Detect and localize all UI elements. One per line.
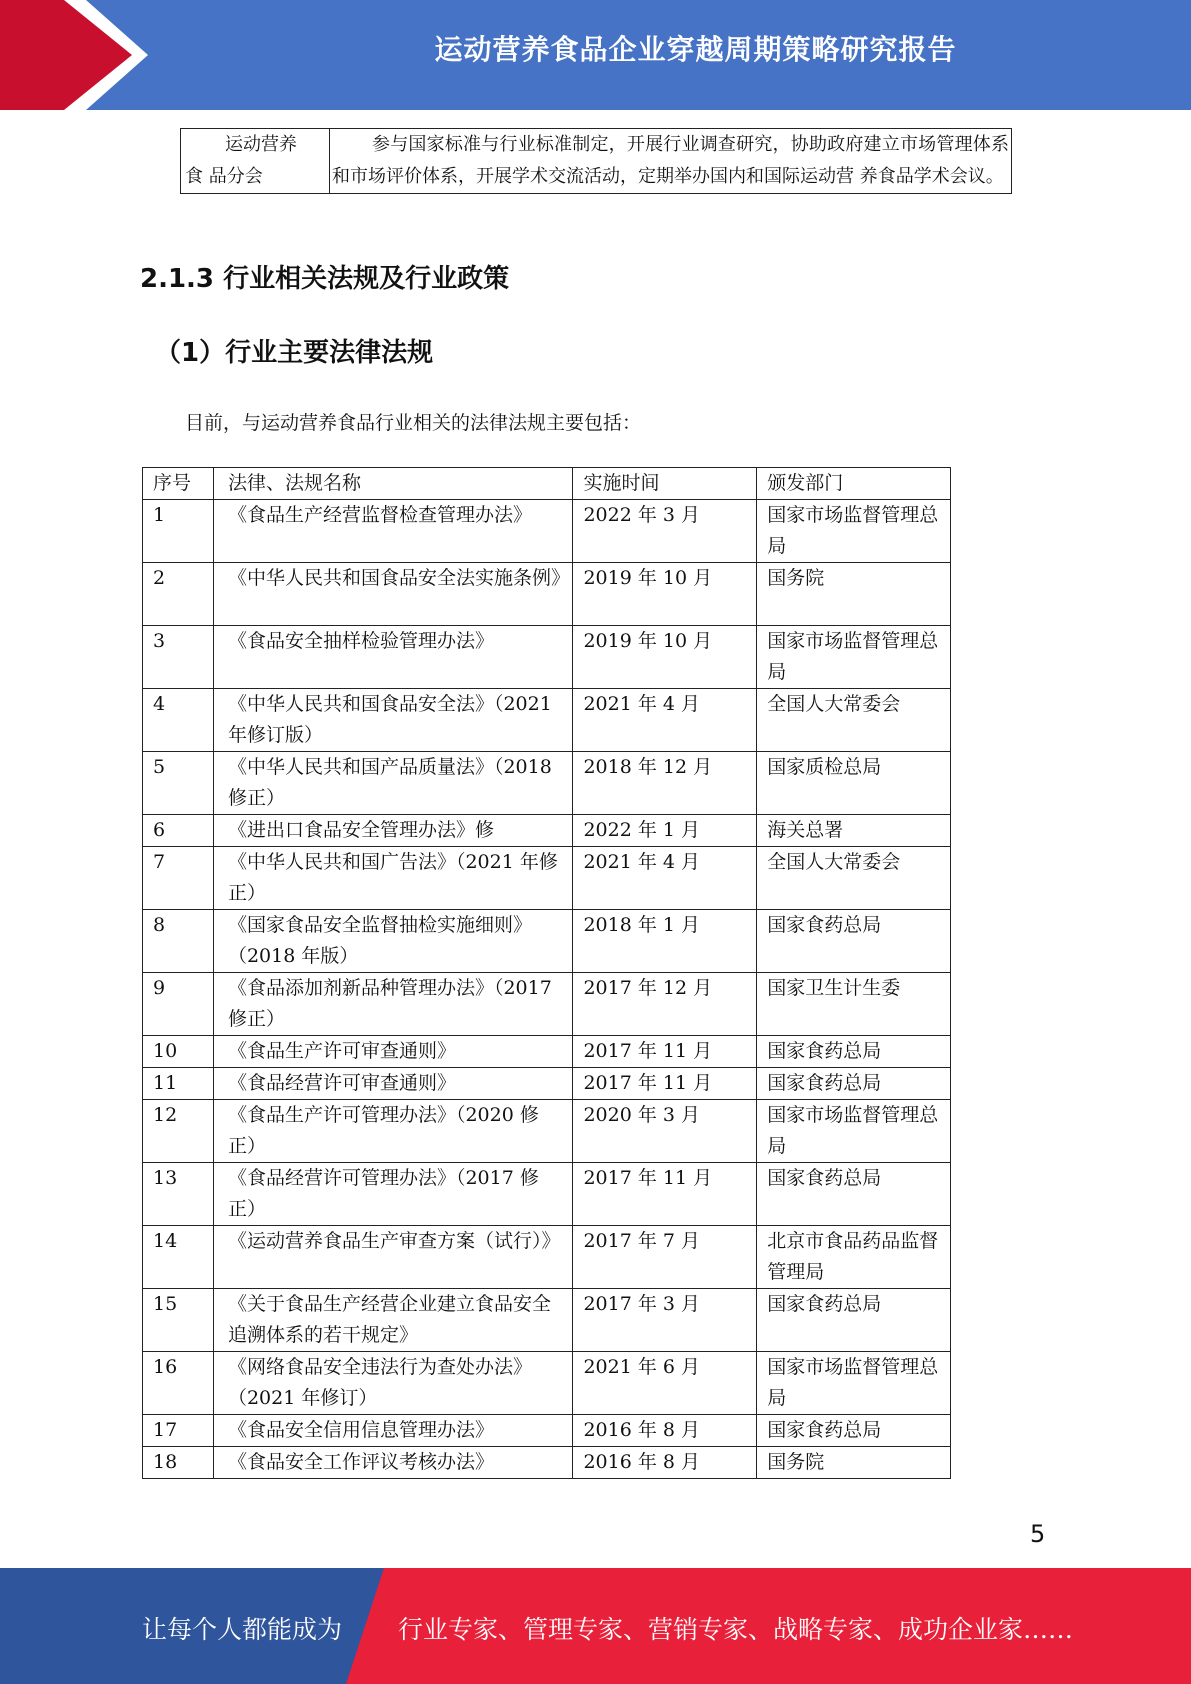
table-row (143, 1036, 951, 1068)
row-no: 5 (143, 752, 214, 815)
row-dept: 国家食药总局 (757, 1068, 951, 1100)
row-dept: 国家食药总局 (757, 1036, 951, 1068)
row-no: 16 (143, 1352, 214, 1415)
table-row (143, 752, 951, 815)
row-dept: 国家食药总局 (757, 910, 951, 973)
row-no: 1 (143, 500, 214, 563)
intro-paragraph: 目前，与运动营养食品行业相关的法律法规主要包括： (185, 412, 642, 434)
row-date: 2016 年 8 月 (573, 1415, 757, 1447)
row-date: 2016 年 8 月 (573, 1447, 757, 1479)
table-row (143, 1415, 951, 1447)
table-row (143, 689, 951, 752)
table-row (143, 1226, 951, 1289)
row-name: 《中华人民共和国食品安全法》（2021 年修订版） (213, 689, 573, 752)
table-row (143, 500, 951, 563)
header-date: 实施时间 (573, 468, 757, 500)
row-date: 2017 年 12 月 (573, 973, 757, 1036)
row-name: 《网络食品安全违法行为查处办法》 （2021 年修订） (213, 1352, 573, 1415)
row-date: 2017 年 7 月 (573, 1226, 757, 1289)
association-name-line2: 食 品分会 (185, 166, 263, 187)
row-date: 2017 年 11 月 (573, 1163, 757, 1226)
table-row (143, 910, 951, 973)
laws-table-header (143, 468, 951, 500)
row-no: 13 (143, 1163, 214, 1226)
row-no: 15 (143, 1289, 214, 1352)
row-date: 2022 年 1 月 (573, 815, 757, 847)
row-name: 《进出口食品安全管理办法》修 (213, 815, 573, 847)
row-date: 2018 年 12 月 (573, 752, 757, 815)
row-no: 11 (143, 1068, 214, 1100)
row-name: 《关于食品生产经营企业建立食品安全追溯体系的若干规定》 (213, 1289, 573, 1352)
row-name: 《国家食品安全监督抽检实施细则》 （2018 年版） (213, 910, 573, 973)
table-row (143, 626, 951, 689)
row-dept: 海关总署 (757, 815, 951, 847)
footer-slogan-right: 行业专家、管理专家、营销专家、战略专家、成功企业家…… (398, 1615, 1074, 1644)
row-name: 《中华人民共和国产品质量法》（2018 修正） (213, 752, 573, 815)
association-row (181, 129, 1012, 194)
table-row (143, 1289, 951, 1352)
row-no: 3 (143, 626, 214, 689)
association-description: 参与国家标准与行业标准制定，开展行业调查研究，协助政府建立市场管理体系和市场评价体系，开展学术交流活动，定期举办国内和国际运动营 养食品学术会议。 (330, 129, 1012, 194)
row-no: 7 (143, 847, 214, 910)
header-no: 序号 (143, 468, 214, 500)
header-name: 法律、法规名称 (213, 468, 573, 500)
row-dept: 国家卫生计生委 (757, 973, 951, 1036)
table-row (143, 973, 951, 1036)
association-name (181, 129, 330, 194)
row-dept: 国家市场监督管理总局 (757, 1352, 951, 1415)
table-row (143, 815, 951, 847)
row-dept: 国家质检总局 (757, 752, 951, 815)
table-row (143, 563, 951, 626)
row-date: 2017 年 11 月 (573, 1036, 757, 1068)
row-no: 6 (143, 815, 214, 847)
row-dept: 国家食药总局 (757, 1163, 951, 1226)
row-date: 2021 年 6 月 (573, 1352, 757, 1415)
row-date: 2021 年 4 月 (573, 847, 757, 910)
header-dept: 颁发部门 (757, 468, 951, 500)
row-no: 12 (143, 1100, 214, 1163)
row-no: 14 (143, 1226, 214, 1289)
table-row (143, 847, 951, 910)
table-row (143, 1100, 951, 1163)
row-date: 2019 年 10 月 (573, 563, 757, 626)
row-dept: 全国人大常委会 (757, 689, 951, 752)
section-heading: 2.1.3 行业相关法规及行业政策 (140, 264, 510, 294)
row-date: 2021 年 4 月 (573, 689, 757, 752)
page-header (0, 0, 1191, 110)
association-table (180, 128, 1012, 194)
subsection-heading: （1）行业主要法律法规 (155, 338, 434, 368)
row-dept: 国家食药总局 (757, 1289, 951, 1352)
row-date: 2022 年 3 月 (573, 500, 757, 563)
row-no: 2 (143, 563, 214, 626)
page-number: 5 (1030, 1520, 1046, 1548)
row-name: 《食品安全工作评议考核办法》 (213, 1447, 573, 1479)
row-dept: 北京市食品药品监督管理局 (757, 1226, 951, 1289)
row-no: 18 (143, 1447, 214, 1479)
row-name: 《食品安全信用信息管理办法》 (213, 1415, 573, 1447)
table-row (143, 1163, 951, 1226)
row-date: 2019 年 10 月 (573, 626, 757, 689)
row-dept: 全国人大常委会 (757, 847, 951, 910)
table-row (143, 1352, 951, 1415)
laws-table (142, 467, 951, 1479)
row-name: 《食品生产许可审查通则》 (213, 1036, 573, 1068)
row-no: 10 (143, 1036, 214, 1068)
row-name: 《食品经营许可管理办法》（2017 修正） (213, 1163, 573, 1226)
row-date: 2018 年 1 月 (573, 910, 757, 973)
row-name: 《食品生产许可管理办法》（2020 修正） (213, 1100, 573, 1163)
row-date: 2020 年 3 月 (573, 1100, 757, 1163)
table-row (143, 1447, 951, 1479)
row-dept: 国家食药总局 (757, 1415, 951, 1447)
row-name: 《中华人民共和国食品安全法实施条例》 (213, 563, 573, 626)
row-dept: 国务院 (757, 1447, 951, 1479)
row-no: 8 (143, 910, 214, 973)
row-dept: 国家市场监督管理总局 (757, 1100, 951, 1163)
report-title: 运动营养食品企业穿越周期策略研究报告 (434, 33, 957, 66)
row-dept: 国家市场监督管理总局 (757, 626, 951, 689)
row-no: 4 (143, 689, 214, 752)
row-no: 17 (143, 1415, 214, 1447)
row-name: 《食品经营许可审查通则》 (213, 1068, 573, 1100)
row-no: 9 (143, 973, 214, 1036)
row-name: 《食品生产经营监督检查管理办法》 (213, 500, 573, 563)
row-name: 《食品安全抽样检验管理办法》 (213, 626, 573, 689)
row-dept: 国务院 (757, 563, 951, 626)
row-name: 《运动营养食品生产审查方案（试行）》 (213, 1226, 573, 1289)
association-name-line1: 运动营养 (225, 134, 297, 155)
row-date: 2017 年 3 月 (573, 1289, 757, 1352)
row-dept: 国家市场监督管理总局 (757, 500, 951, 563)
row-date: 2017 年 11 月 (573, 1068, 757, 1100)
footer-slogan-left: 让每个人都能成为 (142, 1615, 343, 1644)
table-row (143, 1068, 951, 1100)
row-name: 《食品添加剂新品种管理办法》（2017 修正） (213, 973, 573, 1036)
row-name: 《中华人民共和国广告法》（2021 年修正） (213, 847, 573, 910)
